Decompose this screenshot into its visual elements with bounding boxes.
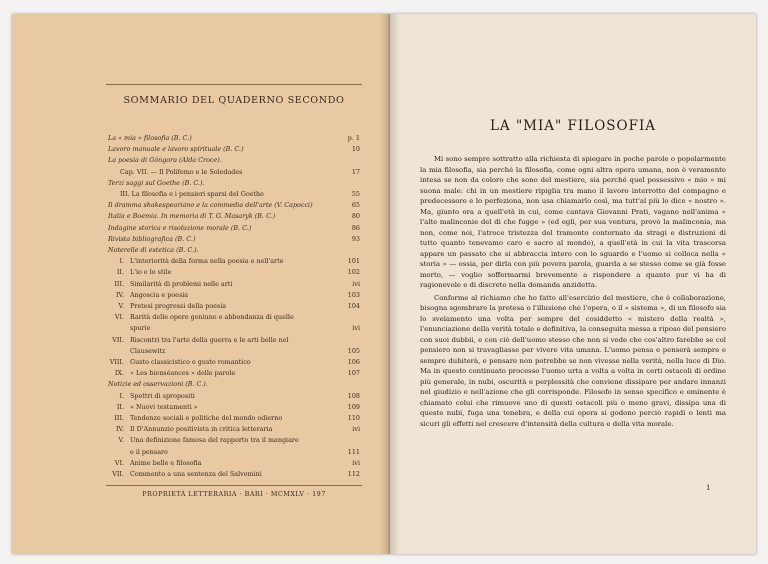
toc-entry xyxy=(108,178,332,188)
contents-title: SOMMARIO DEL QUADERNO SECONDO xyxy=(123,95,345,106)
toc-heading: Notizie ed osservazioni (B. C.). xyxy=(108,380,208,389)
toc-item-title: Commento a una sentenza del Salvemini xyxy=(130,470,262,478)
toc-entry xyxy=(108,391,332,401)
toc-page-number: 111 xyxy=(347,447,360,456)
toc-entry xyxy=(108,368,332,378)
contents-frame xyxy=(106,84,362,486)
copyright-footer: PROPRIETÀ LETTERARIA · BARI · MCMXLV · 197 xyxy=(142,490,326,498)
left-page-cover xyxy=(12,14,390,554)
toc-entry xyxy=(108,335,332,345)
toc-entry-title: La « mia » filosofia (B. C.) xyxy=(108,134,192,142)
toc-entry xyxy=(120,167,332,177)
toc-entry xyxy=(108,469,332,479)
toc-entry xyxy=(108,144,332,154)
toc-entry xyxy=(108,133,332,143)
toc-page-number: 106 xyxy=(347,358,360,366)
toc-entry xyxy=(108,413,332,423)
toc-item-title: Pretesi progressi della poesia xyxy=(130,302,227,310)
paragraph: Conforme al richiamo che ho fatto all'esercizio del mestiere, che è collaborazione, bisogna sgombrare la pretesa o l'illusione che l'opera, o il « sistema », di un filosofo sia lo svelamento una volta per sempre del cosiddetto « mistero della realtà », l'enunciazione della verità totale e definitiva, la conseguita messa a riposo del pensiero con suoi dubbii, e con ciò dell'uomo stesso che non si vede che cos'altro farebbe se col pensiero non si travagliasse per vivere vita umana. L'uomo pensa e penserà sempre e sempre dubiterà, e pensare non potrebbe se non vivesse nella verità, nella luce di Dio. Ma in questo continuato processo l'uomo urta a volta a volta in certi ostacoli di ordine più generale, in nubi, oscurità e perplessità che conviene dissipare per andare innanzi nel giudizio e nell'azione che gli corrisponde. Filosofo in senso specifico e eminente è chiamato colui che rimuove uno di questi ostacoli più o meno gravi, dissipa una di queste nubi, fuga una tenebra, e della cui opera si godono perciò rapidi o lenti ma sicuri gli effetti nel crescere d'intensità della cultura e della vita morale. xyxy=(420,293,726,428)
toc-page-number: ivi xyxy=(352,279,360,288)
toc-page-number: 107 xyxy=(347,369,360,378)
toc-page-number: 93 xyxy=(351,234,360,243)
toc-page-number: 17 xyxy=(351,167,360,176)
toc-page-number: 103 xyxy=(347,290,360,299)
toc-item-number: III. xyxy=(114,279,124,288)
toc-entry xyxy=(108,200,332,210)
toc-item-title: e il pensare xyxy=(130,447,168,456)
toc-item-number: I. xyxy=(119,391,124,400)
toc-page-number: 109 xyxy=(347,402,360,411)
toc-entry xyxy=(108,458,332,468)
toc-item-number: V. xyxy=(118,436,124,445)
toc-item-title: Gusto classicistico e gusto romantico xyxy=(130,358,251,366)
toc-item-title: « Nuovi testamenti » xyxy=(130,402,198,411)
toc-page-number: 65 xyxy=(351,201,360,210)
toc-item-number: VII. xyxy=(112,335,124,344)
toc-page-number: 102 xyxy=(347,268,360,277)
toc-entry xyxy=(108,402,332,412)
toc-item-title: Una definizione famosa del rapporto tra il mangiare xyxy=(130,436,299,445)
toc-item-title: Anime belle e filosofia xyxy=(130,458,202,467)
toc-item-number: VI. xyxy=(114,313,124,322)
toc-entry xyxy=(108,155,332,165)
essay-title: LA "MIA" FILOSOFIA xyxy=(489,118,657,134)
right-page-text xyxy=(390,14,756,554)
toc-entry xyxy=(108,211,332,221)
toc-entry-title: Rivista bibliografica (B. C.) xyxy=(108,234,196,243)
toc-entry xyxy=(108,256,332,266)
toc-item-title: L'interiorità della forma nella poesia e nell'arte xyxy=(130,257,284,266)
toc-entry-title: III. La filosofia e i pensieri sparsi del Goethe xyxy=(120,190,264,198)
toc-entry xyxy=(108,424,332,434)
toc-entry xyxy=(108,357,332,367)
toc-entry xyxy=(108,245,332,255)
essay-body xyxy=(420,154,726,431)
toc-page-number: 86 xyxy=(351,223,360,232)
toc-item-title: Spettri di spropositi xyxy=(130,391,195,400)
paragraph: Mi sono sempre sottratto alla richiesta di spiegare in poche parole o popolarmente la mia filosofia, sia perché la filosofia, come ogni altra opera umana, non è veramente intesa se non da coloro che sono del mestiere, sia perché quel possessivo « mio » mi suona male: chi in un mestiere ripiglia tra mano il lavoro interrotto del compagno e predecessore e lo perfeziona, non usa chiamarlo così, ma tutt'al più lo dice « nostro ». Ma, giunto ora a quell'età in cui, come cantava Giovanni Prati, vagano nell'anima « l'alte malinconie del di che fugge » (ed egli, per sua ventura, provò la malinconia, ma non, come noi, l'atroce tristezza del tramonto contornato da stragi e distruzioni di tutto quanto tenevamo caro e sacro al mondo), a quell'età in cui la vita trascorsa appare un passato che si abbraccia intero con lo sguardo e l'uomo si colloca nella « storia » — ossia, per dirla con più povera parola, guarda a se stesso come se già fosse morto, — voglio soffermarmi brevemente a rispondere a quanto pur vi ha di ragionevole e di discreto nella domanda anzidetta. xyxy=(420,155,726,289)
toc-entry-title: Italia e Boemia. In memoria di T. G. Masaryk (B. C.) xyxy=(108,212,276,221)
toc-item-title: Rarità delle opere geniune e abbondanza di quelle xyxy=(130,313,294,322)
toc-entry xyxy=(108,346,332,356)
toc-item-title: spurie xyxy=(130,324,151,333)
toc-entry-title: Indagine storica e risoluzione morale (B. C.) xyxy=(108,223,252,232)
toc-item-number: II. xyxy=(116,268,124,277)
toc-item-title: Riscontri tra l'arte della guerra e le arti belle nel xyxy=(130,335,289,344)
toc-page-number: ivi xyxy=(352,425,360,434)
toc-item-number: V. xyxy=(118,302,124,310)
toc-entry xyxy=(108,267,332,277)
toc-entry xyxy=(120,189,332,199)
toc-entry-title: Terzi saggi sul Goethe (B. C.). xyxy=(108,178,205,187)
toc-page-number: 80 xyxy=(351,212,360,221)
toc-item-number: I. xyxy=(119,257,124,266)
toc-entry xyxy=(108,323,332,333)
toc-entry-title: Cap. VII. — Il Polifemo e le Soledades xyxy=(120,167,243,176)
toc-item-number: III. xyxy=(114,414,124,422)
toc-entry xyxy=(108,435,332,445)
toc-entry xyxy=(108,447,332,457)
toc-entry-title: La poesia di Góngora (Alda Croce). xyxy=(108,156,222,165)
toc-item-number: IV. xyxy=(115,425,124,434)
toc-page-number: 55 xyxy=(351,190,360,198)
toc-page-number: ivi xyxy=(352,324,360,333)
toc-page-number: 108 xyxy=(347,391,360,400)
toc-item-number: II. xyxy=(116,402,124,411)
toc-page-number: 104 xyxy=(347,302,360,310)
toc-item-title: Clausewitz xyxy=(130,346,166,355)
toc-entry-title: Noterelle di estetica (B. C.). xyxy=(108,246,199,254)
toc-item-number: VIII. xyxy=(109,358,124,366)
toc-item-title: L'io e lo stile xyxy=(130,268,172,277)
toc-item-number: VI. xyxy=(114,458,124,467)
toc-page-number: 101 xyxy=(347,257,360,266)
page-number: 1 xyxy=(706,484,711,492)
toc-entry-title: Lavoro manuale e lavoro spirituale (B. C.) xyxy=(108,145,244,154)
toc-item-title: « Les bienséances » delle parole xyxy=(130,369,236,378)
toc-page-number: 112 xyxy=(347,470,360,478)
toc-entry xyxy=(108,379,332,389)
toc-page-number: 110 xyxy=(347,414,360,422)
toc-page-number: 10 xyxy=(351,145,360,154)
toc-entry xyxy=(108,301,332,311)
toc-item-title: Il D'Annunzio positivista in critica letteraria xyxy=(130,425,273,434)
toc-item-number: IV. xyxy=(115,290,124,299)
toc-page-number: 105 xyxy=(347,346,360,355)
toc-page-number: ivi xyxy=(352,458,360,467)
toc-item-title: Angoscia e poesia xyxy=(130,290,189,299)
toc-entry xyxy=(108,223,332,233)
toc-item-number: IX. xyxy=(114,369,124,378)
toc-entry xyxy=(108,234,332,244)
toc-entry-title: Il dramma shakespeariano e la commedia dell'arte (V. Capocci) xyxy=(108,201,313,210)
toc-entry xyxy=(108,279,332,289)
toc-page-number: p. 1 xyxy=(347,134,360,142)
toc-item-title: Similarità di problemi nelle arti xyxy=(130,279,233,288)
toc-entry xyxy=(108,290,332,300)
toc-entry xyxy=(108,312,332,322)
toc-item-title: Tendenze sociali e politiche del mondo odierno xyxy=(130,414,283,422)
toc-item-number: VII. xyxy=(112,470,124,478)
